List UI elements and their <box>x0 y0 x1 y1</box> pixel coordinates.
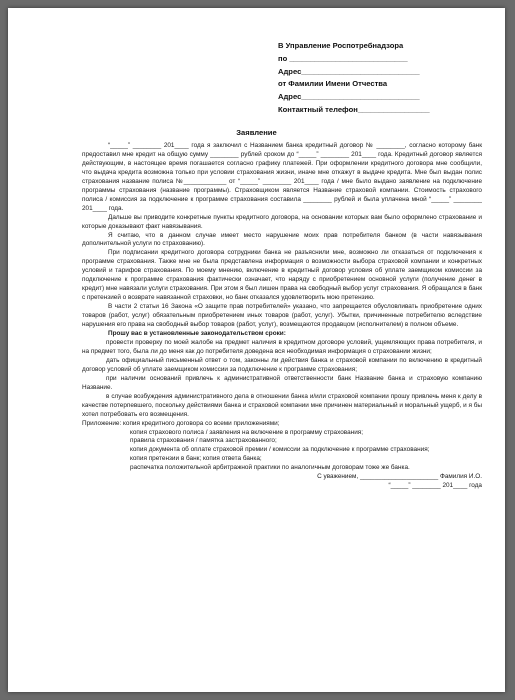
body-paragraph: “_____” ________ 201____ года я заключил с Названием банка кредитный договор № ________, согласно которому банк предоставил мне кредит на общую сумму ________ рублей сроком до “_____” ________ 201____ года. Кредитный договор является действующим, в настоящее время погашается согласно графику платежей. При оформлении кредитного договора мне сообщили, что выдача кредита возможна только при условии страхования жизни, иначе мне откажут в выдаче кредита. Мне был выдан полис страхования название полиса №____________ от “_____” ________ 201____ года / мне было выдано заявление на подключение программы страхования (название программы). Страховщиком является Название страховой компании. Стоимость страхового полиса / комиссия за подключение к программе страхования составила ________ рублей и была уплачена мной “_____” ________ 201____ года. <box>82 142 482 212</box>
document-page <box>8 8 505 692</box>
request-item: дать официальный письменный ответ о том, законны ли действия банка и страховой компании по включению в кредитный договор условий об уплате заемщиком комиссии за подключение к программе страхования; <box>82 356 482 373</box>
addressee-block <box>278 40 505 117</box>
request-item: провести проверку по моей жалобе на предмет наличия в кредитном договоре условий, ущемляющих права потребителя, и на предмет того, была ли до меня как до потребителя доведена вся необходимая информация о страховании жизни; <box>82 338 482 355</box>
attachment-item: копия претензии в банк; копия ответа банка; <box>130 455 262 463</box>
document-title: Заявление <box>236 128 277 137</box>
attachments-heading: Приложение: копия кредитного договора со всеми приложениями; <box>82 419 280 427</box>
attachment-item: правила страхования / памятка застрахованного; <box>130 437 277 445</box>
addressee-line: Адрес____________________________ <box>278 66 420 76</box>
attachment-item: копия страхового полиса / заявления на включение в программу страхования; <box>130 428 363 436</box>
body-paragraph: При подписании кредитного договора сотрудники банка не разъяснили мне, возможно ли отказаться от подключения к программе страхования. Также мне не была представлена информация о возможности выбора страховой компании и конкретных условий и тарифов страхования. По моему мнению, включение в кредитный договор условия об уплате заемщиком комиссии за подключение к программе страхования фактически означает, что наряду с приобретением основной услуги (получение денег в кредит) мне навязали услуги страхования. При этом я был лишен права на свободный выбор услуг страхования. Я обращался в банк с претензией о возврате навязанной страховки, но банк отказался удовлетворить мою претензию. <box>82 249 482 302</box>
addressee-line: Контактный телефон_________________ <box>278 104 430 114</box>
addressee-line: Адрес____________________________ <box>278 92 420 102</box>
request-item: при наличии оснований привлечь к административной ответственности банк Название банка и страховую компанию Название. <box>82 374 482 391</box>
date-line: “_____” ________ 201____ года <box>388 482 482 490</box>
attachment-item: копия документа об оплате страховой премии / комиссии за подключение к программе страхования; <box>130 446 430 454</box>
attachment-item: распечатка положительной арбитражной практики по аналогичным договорам тоже же банка. <box>130 464 410 472</box>
addressee-line: по ____________________________ <box>278 53 408 63</box>
request-heading: Прошу вас в установленные законодательством сроки: <box>108 330 286 338</box>
body-paragraph: Дальше вы приводите конкретные пункты кредитного договора, на основании которых вам было оформлено страхование и которые доказывают факт навязывания. <box>82 213 482 230</box>
request-item: в случае возбуждения административного дела в отношении банка и/или страховой компании прошу привлечь меня к делу в качестве потерпевшего, поскольку действиями банка и страховой компании мне причинен материальный и моральный ущерб, и я бы хотел потребовать его возмещения. <box>82 392 482 418</box>
body-paragraph: Я считаю, что в данном случае имеет место нарушение моих прав потребителя банком (в части навязывания дополнительной услуги по страхованию). <box>82 231 482 248</box>
signature-line: С уважением, ______________________ Фамилия И.О. <box>317 473 482 481</box>
document-body <box>82 142 482 491</box>
body-paragraph: В части 2 статьи 16 Закона «О защите прав потребителей» указано, что запрещается обусловливать приобретение одних товаров (работ, услуг) обязательным приобретением иных товаров (работ, услуг). Убытки, причиненные потребителю вследствие нарушения его права на свободный выбор товаров (работ, услуг), возмещаются продавцом (исполнителем) в полном объеме. <box>82 303 482 329</box>
addressee-to: В Управление Роспотребнадзора <box>278 41 404 50</box>
addressee-line: от Фамилии Имени Отчества <box>278 79 388 89</box>
